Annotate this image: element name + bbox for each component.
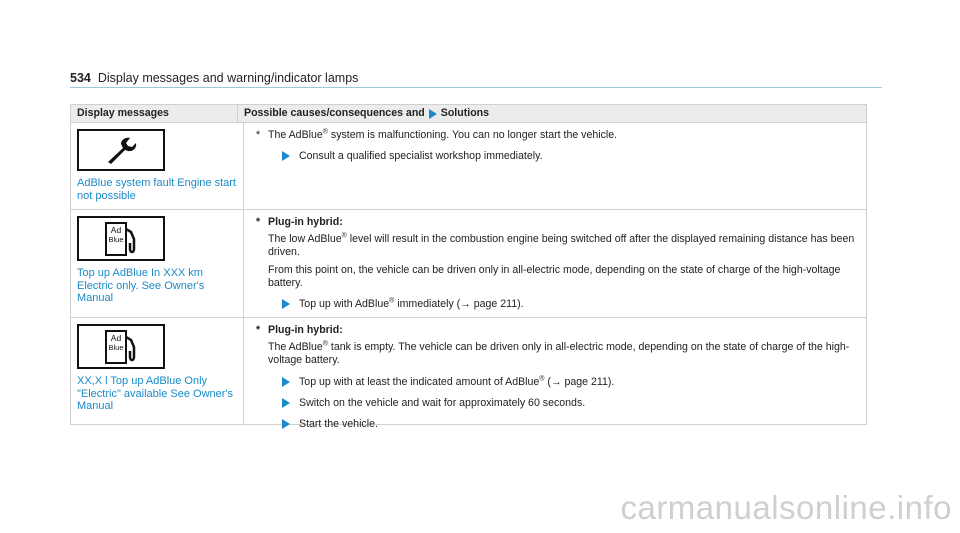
triangle-arrow-icon: [282, 299, 290, 309]
table-row: [71, 318, 866, 431]
cause-text-a: The AdBlue: [268, 129, 323, 141]
icon-text-blue: Blue: [108, 342, 124, 352]
table-row: [71, 210, 866, 318]
step-text: Switch on the vehicle and wait for approximately 60 seconds.: [299, 396, 586, 409]
column-header-solutions-label: Solutions: [440, 107, 490, 119]
asterisk-marker: *: [256, 216, 261, 228]
step-text: Start the vehicle.: [299, 418, 378, 431]
step-text-a: Top up with at least the indicated amount of AdBlue: [299, 375, 540, 388]
column-header-causes: [238, 105, 866, 122]
section-heading: [256, 216, 856, 229]
section-heading: [256, 324, 856, 337]
icon-text-ad: Ad: [110, 224, 122, 235]
cause-text: [268, 233, 856, 259]
message-cell: [71, 210, 244, 317]
message-cell: [71, 318, 244, 424]
triangle-arrow-icon: [429, 109, 437, 119]
heading-text: Plug-in hybrid:: [268, 216, 343, 228]
solution-cell: [244, 318, 866, 431]
page-number: 534: [70, 71, 91, 85]
cause-text-b: system is malfunctioning. You can no longer start the vehicle.: [327, 129, 618, 141]
solution-cell: [244, 210, 866, 317]
cause-text: [256, 129, 856, 142]
adblue-pump-icon: [103, 221, 139, 257]
heading-text: Plug-in hybrid:: [268, 324, 343, 336]
solution-step: [282, 150, 856, 163]
asterisk-marker: *: [256, 324, 261, 336]
step-text-b: (→ page 211).: [544, 375, 615, 388]
icon-text-ad: Ad: [110, 332, 122, 343]
display-icon-frame: [77, 324, 165, 369]
registered-mark: ®: [322, 340, 328, 348]
cause-text-a: The low AdBlue: [268, 233, 342, 246]
adblue-pump-icon: [103, 329, 139, 365]
column-header-messages: Display messages: [71, 105, 238, 122]
triangle-arrow-icon: [282, 398, 290, 408]
icon-text-blue: Blue: [108, 234, 124, 244]
display-icon-frame: [77, 216, 165, 261]
cause-text-b: level will result in the combustion engine being switched off after the displayed remaining distance has been driven.: [268, 233, 855, 259]
page-header: [70, 71, 882, 88]
cause-text-a: The AdBlue: [268, 341, 323, 354]
column-header-causes-label: Possible causes/consequences and: [244, 107, 425, 119]
step-text-a: Top up with AdBlue: [299, 298, 390, 311]
consequence-text: From this point on, the vehicle can be driven only in all-electric mode, depending on the state of charge of the high-voltage battery.: [268, 263, 841, 289]
registered-mark: ®: [341, 232, 347, 240]
registered-mark: ®: [389, 297, 395, 305]
asterisk-marker: *: [256, 129, 261, 141]
display-message: Top up AdBlue In XXX km Electric only. See Owner's Manual: [77, 267, 205, 304]
display-message: AdBlue system fault Engine start not possible: [77, 177, 236, 202]
registered-mark: ®: [322, 128, 328, 136]
step-text: [299, 376, 614, 389]
cause-text: [268, 341, 856, 367]
display-messages-table: [70, 104, 867, 431]
display-message: XX,X l Top up AdBlue Only "Electric" available See Owner's Manual: [77, 375, 234, 412]
table-row: [71, 123, 866, 210]
solution-step: [282, 298, 856, 311]
cause-text-b: tank is empty. The vehicle can be driven only in all-electric mode, depending on the state of charge of the high-voltage battery.: [268, 341, 850, 367]
triangle-arrow-icon: [282, 151, 290, 161]
wrench-icon: [103, 135, 139, 165]
registered-mark: ®: [539, 375, 545, 383]
triangle-arrow-icon: [282, 419, 290, 429]
step-text: Consult a qualified specialist workshop immediately.: [299, 150, 543, 163]
page-title: Display messages and warning/indicator lamps: [97, 71, 359, 85]
solution-step: [282, 418, 856, 431]
triangle-arrow-icon: [282, 377, 290, 387]
solution-step: [282, 397, 856, 410]
table-header: [71, 105, 866, 123]
solution-cell: [244, 123, 866, 209]
display-icon-frame: [77, 129, 165, 171]
solution-step: [282, 376, 856, 389]
message-cell: [71, 123, 244, 209]
step-text: [299, 298, 524, 311]
step-text-b: immediately (→ page 211).: [394, 298, 524, 311]
watermark: carmanualsonline.info: [620, 489, 952, 526]
